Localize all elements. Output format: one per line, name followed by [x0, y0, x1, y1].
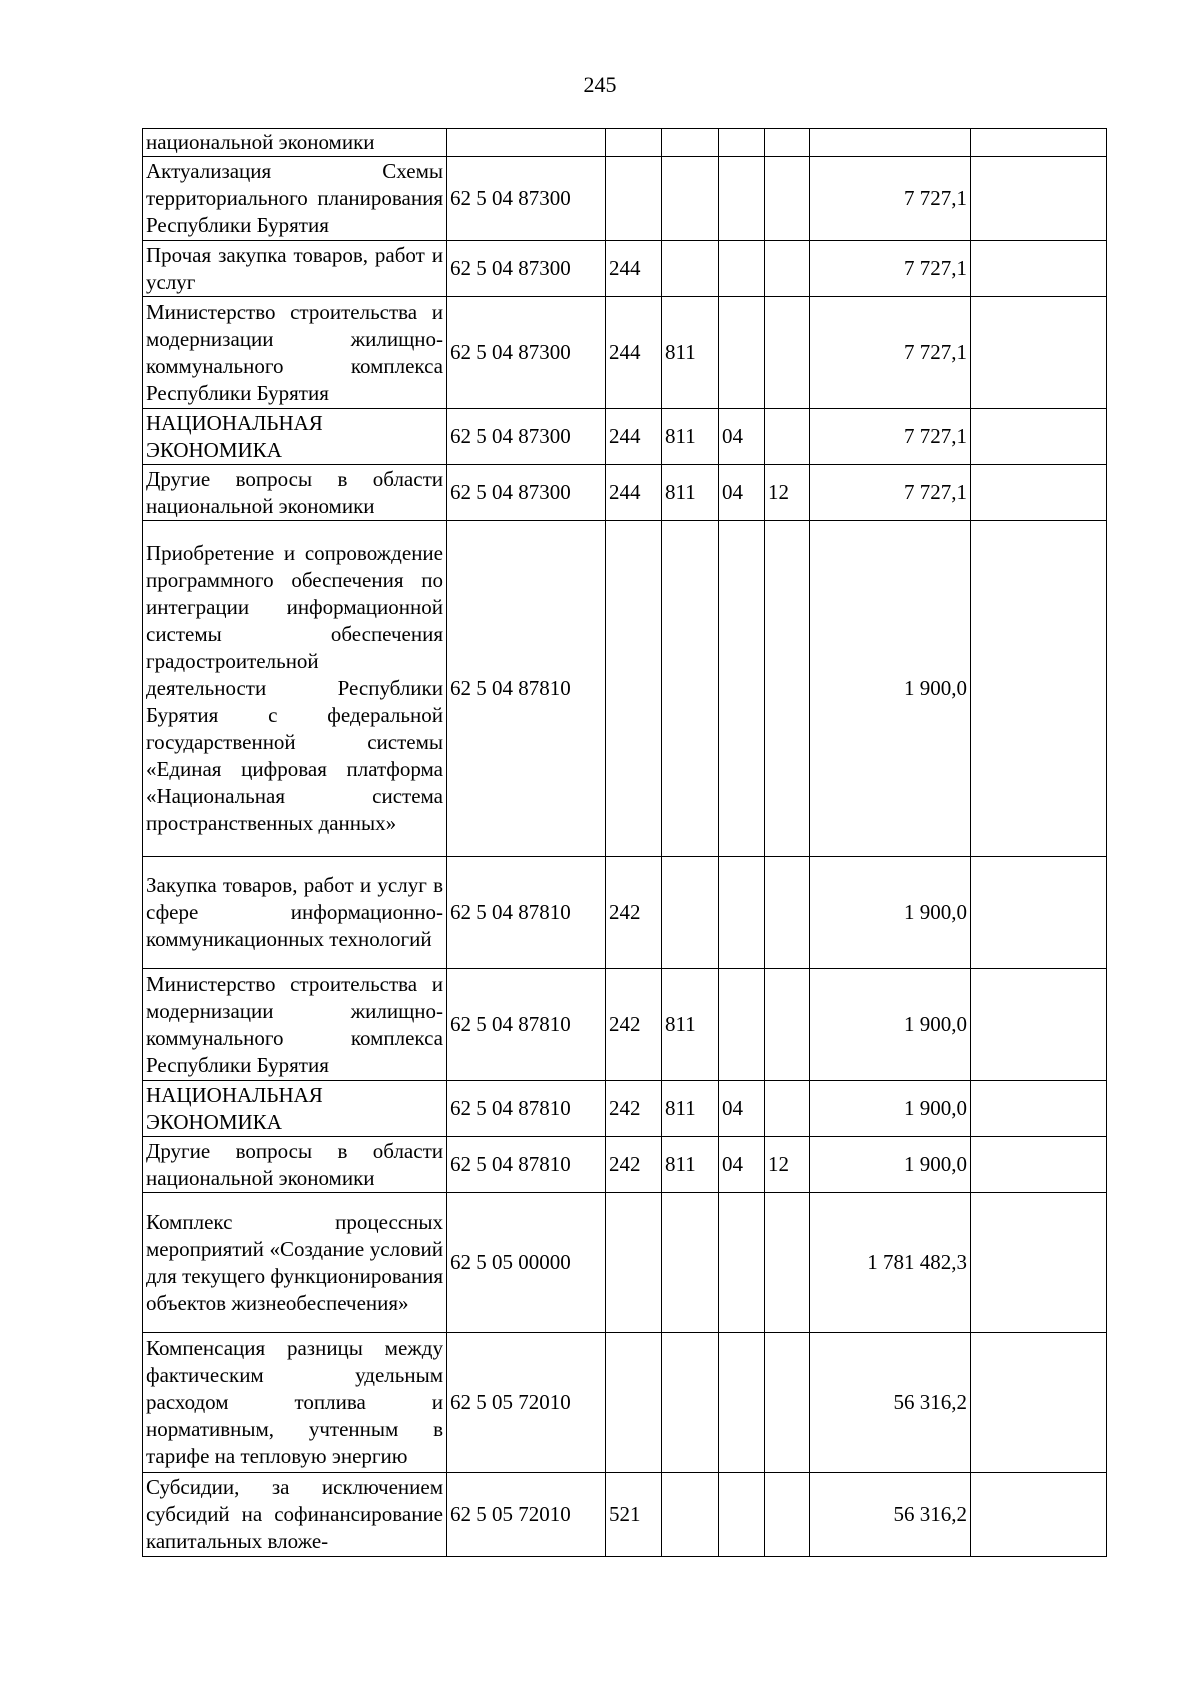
table-row [143, 1193, 1107, 1333]
cell-extra [971, 1193, 1107, 1333]
cell-section: 04 [719, 409, 765, 465]
table-row [143, 297, 1107, 409]
cell-extra [971, 857, 1107, 969]
cell-extra [971, 521, 1107, 857]
cell-target-article: 62 5 04 87300 [447, 297, 606, 409]
cell-amount: 1 900,0 [810, 969, 971, 1081]
table-body [143, 129, 1107, 1557]
cell-expense-type: 244 [606, 297, 662, 409]
cell-expense-type [606, 1333, 662, 1473]
cell-section [719, 857, 765, 969]
cell-subsection [765, 521, 810, 857]
cell-amount: 1 900,0 [810, 1137, 971, 1193]
cell-name: Субсидии, за исключением субсидий на софинансирование капитальных вложе- [143, 1473, 447, 1557]
cell-expense-type [606, 157, 662, 241]
cell-extra [971, 1137, 1107, 1193]
cell-subsection [765, 129, 810, 157]
cell-extra [971, 297, 1107, 409]
cell-subsection: 12 [765, 465, 810, 521]
cell-subsection [765, 409, 810, 465]
cell-section [719, 1193, 765, 1333]
cell-ministry-code [662, 1193, 719, 1333]
cell-subsection [765, 1081, 810, 1137]
cell-amount: 7 727,1 [810, 297, 971, 409]
cell-name: НАЦИОНАЛЬНАЯ ЭКОНОМИКА [143, 409, 447, 465]
cell-target-article: 62 5 04 87810 [447, 857, 606, 969]
cell-name: национальной экономики [143, 129, 447, 157]
cell-target-article: 62 5 04 87300 [447, 409, 606, 465]
cell-target-article: 62 5 04 87810 [447, 969, 606, 1081]
cell-amount: 7 727,1 [810, 409, 971, 465]
cell-subsection [765, 969, 810, 1081]
budget-table [142, 128, 1107, 1557]
cell-amount: 56 316,2 [810, 1333, 971, 1473]
cell-section [719, 157, 765, 241]
cell-target-article: 62 5 05 00000 [447, 1193, 606, 1333]
cell-ministry-code [662, 1473, 719, 1557]
table-row [143, 1081, 1107, 1137]
table-row [143, 129, 1107, 157]
cell-ministry-code [662, 129, 719, 157]
page-number: 245 [583, 72, 617, 97]
cell-extra [971, 1473, 1107, 1557]
cell-extra [971, 241, 1107, 297]
cell-name: Компенсация разницы между фактическим удельным расходом топлива и нормативным, учтенным в тарифе на тепловую энергию [143, 1333, 447, 1473]
table-row [143, 409, 1107, 465]
table-row [143, 1333, 1107, 1473]
cell-ministry-code: 811 [662, 409, 719, 465]
cell-extra [971, 465, 1107, 521]
cell-expense-type: 244 [606, 241, 662, 297]
cell-ministry-code [662, 241, 719, 297]
cell-expense-type: 521 [606, 1473, 662, 1557]
cell-name: Министерство строительства и модернизации жилищно-коммунального комплекса Республики Бурятия [143, 969, 447, 1081]
cell-target-article: 62 5 04 87300 [447, 241, 606, 297]
cell-section: 04 [719, 1137, 765, 1193]
cell-name: Приобретение и сопровождение программного обеспечения по интеграции информационной системы обеспечения градостроительной деятельности Республики Бурятия с федеральной государственной системы «Единая цифровая платформа «Национальная система пространственных данных» [143, 521, 447, 857]
cell-amount: 7 727,1 [810, 157, 971, 241]
cell-ministry-code: 811 [662, 297, 719, 409]
cell-section [719, 241, 765, 297]
cell-target-article [447, 129, 606, 157]
cell-target-article: 62 5 04 87300 [447, 465, 606, 521]
cell-amount: 1 900,0 [810, 1081, 971, 1137]
cell-target-article: 62 5 04 87300 [447, 157, 606, 241]
cell-ministry-code: 811 [662, 969, 719, 1081]
cell-name: Другие вопросы в области национальной экономики [143, 1137, 447, 1193]
cell-subsection [765, 1193, 810, 1333]
cell-extra [971, 409, 1107, 465]
cell-expense-type: 244 [606, 465, 662, 521]
cell-name: НАЦИОНАЛЬНАЯ ЭКОНОМИКА [143, 1081, 447, 1137]
cell-name: Комплекс процессных мероприятий «Создание условий для текущего функционирования объектов жизнеобеспечения» [143, 1193, 447, 1333]
cell-ministry-code [662, 857, 719, 969]
table-row [143, 1137, 1107, 1193]
table-row [143, 521, 1107, 857]
cell-extra [971, 1081, 1107, 1137]
cell-subsection [765, 297, 810, 409]
cell-name: Прочая закупка товаров, работ и услуг [143, 241, 447, 297]
cell-ministry-code: 811 [662, 465, 719, 521]
cell-extra [971, 1333, 1107, 1473]
cell-ministry-code: 811 [662, 1137, 719, 1193]
cell-name: Закупка товаров, работ и услуг в сфере информационно-коммуникационных технологий [143, 857, 447, 969]
cell-amount: 56 316,2 [810, 1473, 971, 1557]
table-row [143, 241, 1107, 297]
cell-amount: 7 727,1 [810, 241, 971, 297]
table-row [143, 969, 1107, 1081]
cell-expense-type: 242 [606, 1137, 662, 1193]
cell-ministry-code [662, 1333, 719, 1473]
table-row [143, 157, 1107, 241]
cell-section [719, 1473, 765, 1557]
cell-extra [971, 969, 1107, 1081]
cell-target-article: 62 5 04 87810 [447, 1081, 606, 1137]
cell-section: 04 [719, 1081, 765, 1137]
cell-extra [971, 157, 1107, 241]
cell-expense-type [606, 1193, 662, 1333]
cell-target-article: 62 5 04 87810 [447, 1137, 606, 1193]
cell-name: Другие вопросы в области национальной экономики [143, 465, 447, 521]
cell-subsection [765, 857, 810, 969]
cell-section [719, 297, 765, 409]
cell-amount: 7 727,1 [810, 465, 971, 521]
cell-ministry-code: 811 [662, 1081, 719, 1137]
cell-amount: 1 900,0 [810, 521, 971, 857]
cell-amount: 1 900,0 [810, 857, 971, 969]
cell-expense-type: 242 [606, 1081, 662, 1137]
cell-subsection: 12 [765, 1137, 810, 1193]
cell-subsection [765, 157, 810, 241]
cell-expense-type: 244 [606, 409, 662, 465]
cell-section [719, 521, 765, 857]
cell-ministry-code [662, 521, 719, 857]
cell-ministry-code [662, 157, 719, 241]
cell-name: Министерство строительства и модернизации жилищно-коммунального комплекса Республики Бурятия [143, 297, 447, 409]
cell-section [719, 969, 765, 1081]
table-row [143, 1473, 1107, 1557]
cell-section [719, 1333, 765, 1473]
cell-expense-type [606, 129, 662, 157]
cell-target-article: 62 5 05 72010 [447, 1473, 606, 1557]
cell-amount [810, 129, 971, 157]
cell-target-article: 62 5 05 72010 [447, 1333, 606, 1473]
cell-subsection [765, 1333, 810, 1473]
cell-expense-type: 242 [606, 857, 662, 969]
cell-section: 04 [719, 465, 765, 521]
cell-name: Актуализация Схемы территориального планирования Республики Бурятия [143, 157, 447, 241]
cell-subsection [765, 241, 810, 297]
cell-target-article: 62 5 04 87810 [447, 521, 606, 857]
cell-section [719, 129, 765, 157]
cell-subsection [765, 1473, 810, 1557]
cell-expense-type: 242 [606, 969, 662, 1081]
table-row [143, 465, 1107, 521]
cell-expense-type [606, 521, 662, 857]
cell-amount: 1 781 482,3 [810, 1193, 971, 1333]
table-row [143, 857, 1107, 969]
cell-extra [971, 129, 1107, 157]
